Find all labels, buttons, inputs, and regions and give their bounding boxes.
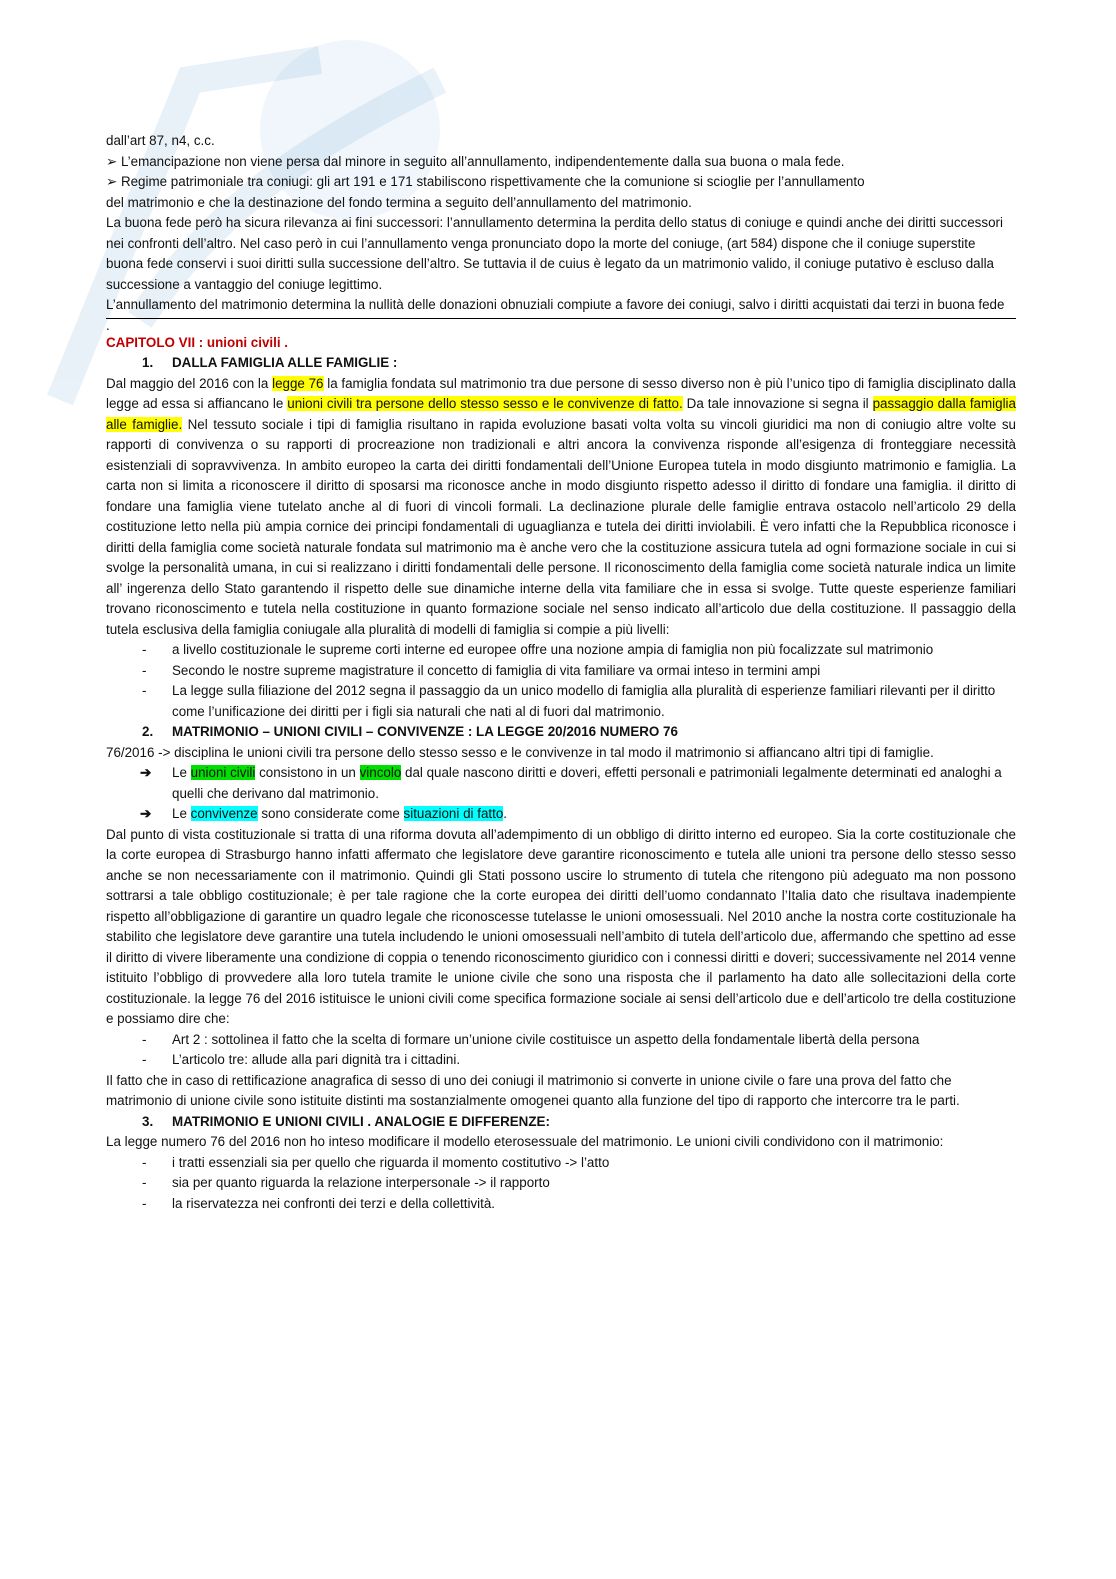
text-run: la famiglia fondata sul matrimonio tra due persone di sesso diverso non è più l’unico tipo di famiglia disciplinato dalla legge ad essa si affiancano le bbox=[106, 375, 1016, 411]
section-heading-1 bbox=[106, 353, 1016, 374]
dash-bullet: - bbox=[142, 1031, 147, 1047]
text-run: Dal maggio del 2016 con la bbox=[106, 375, 273, 391]
section-title: MATRIMONIO – UNIONI CIVILI – CONVIVENZE : LA LEGGE 20/2016 NUMERO 76 bbox=[172, 724, 678, 739]
list-item bbox=[106, 1173, 1016, 1194]
text-run: Nel tessuto sociale i tipi di famiglia risultano in rapida evoluzione basati volta volta su vincoli giuridici ma non di coniugio altre volte su rapporti di convivenza o su rapporti di procreazione non tradizionali e altri ancora la convivenza risponde all’esigenza di fronteggiare necessità esistenziali di sopravvivenza. In ambito europeo la carta dei diritti fondamentali dell’Unione Europea tutela in modo disgiunto matrimonio e famiglia. La carta non si limita a riconoscere il diritto di sposarsi ma riconosce anche in modo disgiunto rispetto adesso il diritto di fondare una famiglia. il diritto di fondare una famiglia viene tutelato anche al di fuori di vincoli formali. La declinazione plurale delle famiglie entrava ostacolo nell’articolo 29 della costituzione letto nella più ampia cornice dei principi fondamentali di uguaglianza e tutela dei diritti inviolabili. È vero infatti che la Repubblica riconosce i diritti della famiglia come società naturale fondata sul matrimonio ma è anche vero che la costituzione assicura tutela ad ogni formazione sociale in cui si svolge la personalità umana, in cui si realizzano i diritti fondamentali delle persone. Il riconoscimento della famiglia come società naturale indica un limite all’ ingerenza dello Stato garantendo il rispetto delle sue dinamiche interne della vita familiare che in essa si svolge. Tutte queste esperienze familiari trovano riconoscimento e tutela nella costituzione in quanto formazione sociale nel senso indicato all’articolo due della costituzione. Il passaggio della tutela esclusiva della famiglia coniugale alla pluralità di modelli di famiglia si compie a più livelli: bbox=[106, 416, 1016, 637]
list-item bbox=[106, 1153, 1016, 1174]
highlight-yellow: unioni civili tra persone dello stesso sesso e le convivenze di fatto. bbox=[287, 396, 683, 411]
list-item-text: Art 2 : sottolinea il fatto che la scelta di formare un’unione civile costituisce un aspetto della fondamentale libertà della persona bbox=[172, 1031, 920, 1047]
arrow-list-item bbox=[106, 804, 1016, 825]
highlight-cyan: convivenze bbox=[190, 806, 258, 821]
dash-bullet: - bbox=[142, 1052, 147, 1067]
text-run: . bbox=[503, 806, 508, 821]
intro-bullet-emancipation: ➢ L’emancipazione non viene persa dal minore in seguito all’annullamento, indipendentemente dalla sua buona o mala fede. bbox=[106, 153, 845, 169]
text-run: Le bbox=[172, 806, 191, 821]
text-run: sono considerate come bbox=[257, 806, 404, 821]
list-item-text: la riservatezza nei confronti dei terzi e della collettività. bbox=[172, 1195, 496, 1211]
intro-paragraph-succession: La buona fede però ha sicura rilevanza ai fini successori: l’annullamento determina la perdita dello status di coniuge e quindi anche dei diritti successori nei confronti dell’altro. Nel caso però in cui l’annullamento venga pronunciato dopo la morte del coniuge, (art 584) dispone che il coniuge superstite buona fede conservi i suoi diritti sulla successione dell’altro. Se tuttavia il de cuius è legato da un matrimonio valido, il coniuge putativo è escluso dalla successione a vantaggio del coniuge legittimo. bbox=[106, 215, 1003, 292]
section-1-paragraph bbox=[106, 374, 1016, 641]
highlight-yellow: legge 76 bbox=[272, 375, 324, 391]
list-item-text: L’articolo tre: allude alla pari dignità tra i cittadini. bbox=[172, 1052, 461, 1067]
section-2-paragraph: Dal punto di vista costituzionale si tratta di una riforma dovuta all’adempimento di un obbligo di diritto interno ed europeo. Sia la corte costituzionale che la corte europea di Strasburgo hanno infatti affermato che legislatore deve garantire riconoscimento e tutela alle unioni tra persone dello stesso sesso anche se non necessariamente con il matrimonio. Quindi gli Stati possono uscire lo strumento di tutela che ritengono più adeguato ma non possono sottrarsi a tale obbligo costituzionale; è per tale ragione che la corte europea dei diritti dell’uomo condannato l’Italia dato che risultava inadempiente rispetto all’obbligazione di garantire un quadro legale che riconoscesse tutelasse le unioni omosessuali. Nel 2010 anche la nostra corte costituzionale ha stabilito che legislatore deve garantire una tutela includendo le unioni omosessuali nell’ambito di tutela dell’articolo due, affermando che spettino ad esse il diritto di vivere liberamente una condizione di coppia o tenendo riconoscimento giuridico con i connessi diritti e doveri; successivamente nel 2014 venne istituito l’obbligo di provvedere alla loro tutela tramite le unione civile che sono una risposta che il parlamento ha dato alle sollecitazioni della corte costituzionale. la legge 76 del 2016 istituisce le unioni civili come specifica formazione sociale ai sensi dell’articolo due e dell’articolo tre della costituzione e possiamo dire che: bbox=[106, 826, 1016, 1026]
list-item bbox=[106, 640, 1016, 661]
list-item bbox=[106, 1050, 1016, 1071]
intro-paragraph-donations: L’annullamento del matrimonio determina la nullità delle donazioni obnuziali compiute a favore dei coniugi, salvo i diritti acquistati dai terzi in buona fede bbox=[106, 297, 1005, 312]
intro-line: dall’art 87, n4, c.c. bbox=[106, 133, 215, 148]
chapter-title: CAPITOLO VII : unioni civili . bbox=[106, 334, 289, 350]
list-item bbox=[106, 661, 1016, 682]
highlight-yellow: passaggio dalla famiglia alle famiglie. bbox=[106, 396, 1016, 432]
section-number: 1. bbox=[142, 355, 154, 370]
list-item-text: a livello costituzionale le supreme corti interne ed europee offre una nozione ampia di famiglia non più focalizzate sul matrimonio bbox=[172, 642, 934, 657]
section-2-closing: Il fatto che in caso di rettificazione anagrafica di sesso di uno dei coniugi il matrimonio si converte in unione civile o fare una prova del fatto che matrimonio di unione civile sono istituite distinti ma sostanzialmente omogenei quanto alla funzione del tipo di rapporto che intercorre tra le parti. bbox=[106, 1072, 960, 1108]
list-item bbox=[106, 1030, 1016, 1051]
text-run: dal quale nascono diritti e doveri, effetti personali e patrimoniali legalmente determinati ed analoghi a quelli che derivano dal matrimonio. bbox=[172, 765, 1002, 801]
list-item bbox=[106, 1194, 1016, 1215]
section-2-intro: 76/2016 -> disciplina le unioni civili tra persone dello stesso sesso e le convivenze in tal modo il matrimonio si affiancano altri tipi di famiglie. bbox=[106, 744, 934, 760]
intro-bullet-patrimonial: ➢ Regime patrimoniale tra coniugi: gli art 191 e 171 stabiliscono rispettivamente che la comunione si scioglie per l’annullamento del matrimonio e che la destinazione del fondo termina a seguito dell’annullamento del matrimonio. bbox=[106, 174, 865, 210]
text-run: Le bbox=[172, 765, 191, 780]
section-number: 2. bbox=[142, 724, 154, 739]
highlight-cyan: situazioni di fatto bbox=[403, 806, 504, 821]
text-run: consistono in un bbox=[255, 765, 360, 780]
list-item bbox=[106, 681, 1016, 722]
text-run: Da tale innovazione si segna il bbox=[682, 396, 873, 411]
dash-bullet: - bbox=[142, 683, 147, 698]
highlight-green: vincolo bbox=[359, 765, 402, 780]
dash-bullet: - bbox=[142, 662, 147, 678]
arrow-list-item bbox=[106, 763, 1016, 804]
divider-dot: . bbox=[106, 317, 110, 333]
section-title: DALLA FAMIGLIA ALLE FAMIGLIE : bbox=[172, 355, 398, 370]
arrow-icon: ➔ bbox=[140, 765, 152, 780]
section-heading-3 bbox=[106, 1112, 1016, 1133]
document-body bbox=[106, 131, 1016, 1214]
section-number: 3. bbox=[142, 1113, 154, 1129]
dash-bullet: - bbox=[142, 642, 147, 657]
section-3-paragraph: La legge numero 76 del 2016 non ho inteso modificare il modello eterosessuale del matrimonio. Le unioni civili condividono con il matrimonio: bbox=[106, 1134, 944, 1149]
list-item-text: La legge sulla filiazione del 2012 segna il passaggio da un unico modello di famiglia alla pluralità di esperienze familiari rilevanti per il diritto come l’unificazione dei diritti per i figli sia naturali che nati al di fuori dal matrimonio. bbox=[172, 683, 996, 719]
dash-bullet: - bbox=[142, 1195, 147, 1211]
section-title: MATRIMONIO E UNIONI CIVILI . ANALOGIE E DIFFERENZE: bbox=[172, 1113, 550, 1129]
dash-bullet: - bbox=[142, 1154, 147, 1170]
list-item-text: sia per quanto riguarda la relazione interpersonale -> il rapporto bbox=[172, 1175, 550, 1190]
arrow-icon: ➔ bbox=[140, 806, 152, 821]
list-item-text: Secondo le nostre supreme magistrature il concetto di famiglia di vita familiare va ormai inteso in termini ampi bbox=[172, 662, 821, 678]
dash-bullet: - bbox=[142, 1175, 147, 1190]
section-heading-2 bbox=[106, 722, 1016, 743]
list-item-text: i tratti essenziali sia per quello che riguarda il momento costitutivo -> l’atto bbox=[172, 1154, 610, 1170]
highlight-green: unioni civili bbox=[190, 765, 256, 780]
